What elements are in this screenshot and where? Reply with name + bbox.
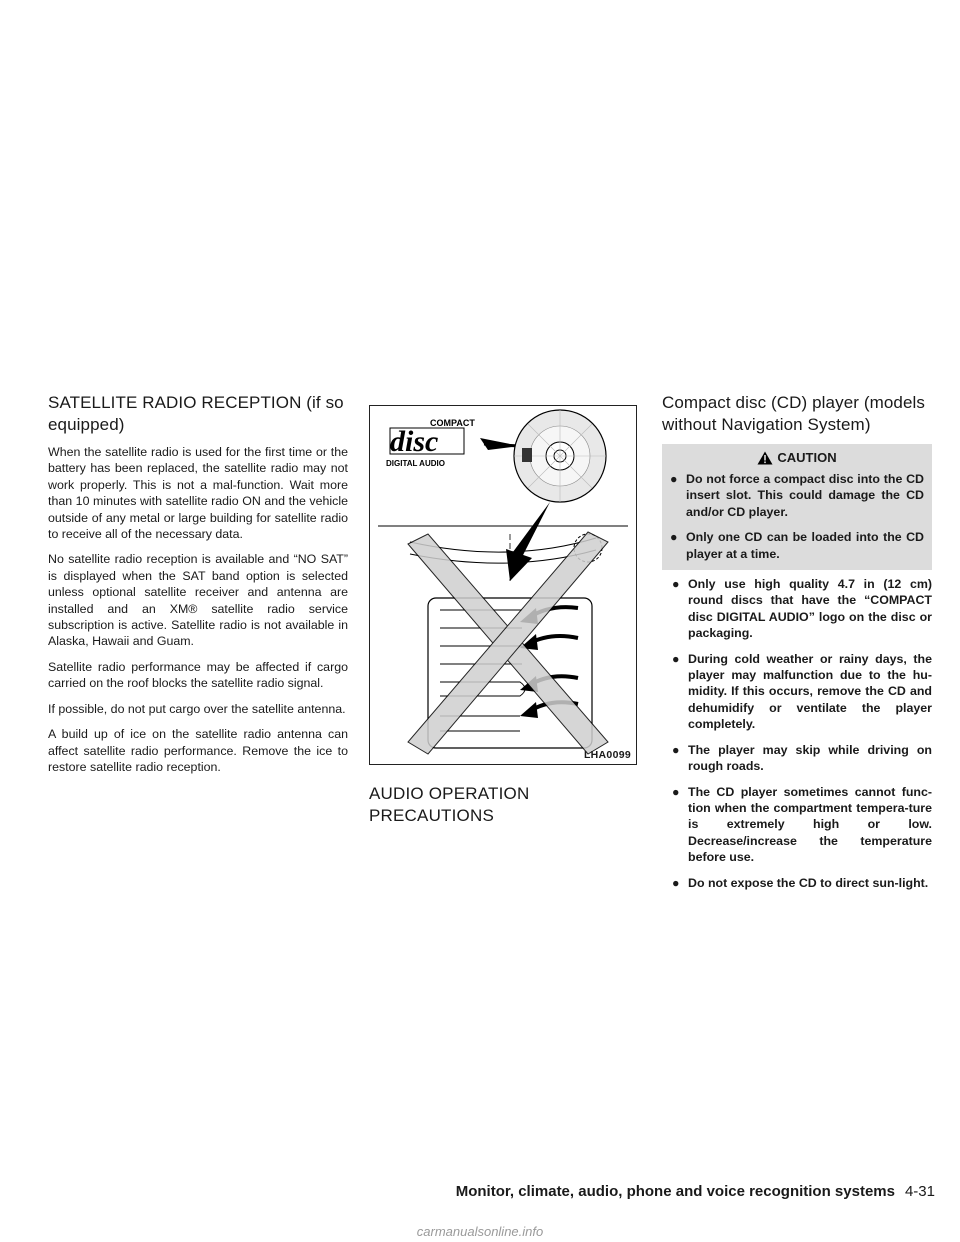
list-item: ● During cold weather or rainy days, the player may malfunction due to the hu-midity. If this occurs, remove the CD and dehumidify or ventilate the player completely. [672, 651, 932, 732]
bullet-icon: ● [672, 742, 680, 757]
logo-digital-audio-text: DIGITAL AUDIO [386, 459, 445, 468]
bullet-icon: ● [672, 577, 680, 592]
satellite-paragraph-4: If possible, do not put cargo over the satellite antenna. [48, 701, 346, 716]
list-item: ● The CD player sometimes cannot func-tion when the compartment tempera-ture is extremely high or low. Decrease/increase the temperature before use. [672, 784, 932, 865]
caution-box [662, 444, 932, 570]
audio-precautions-heading: AUDIO OPERATION PRECAUTIONS [369, 784, 530, 825]
bullet-icon: ● [670, 530, 678, 545]
audio-precautions-column [369, 405, 637, 827]
page-number: 4-31 [904, 1183, 935, 1200]
satellite-paragraph-3: Satellite radio performance may be affected if cargo carried on the roof blocks the satellite radio signal. [48, 659, 348, 691]
list-item: ● The player may skip while driving on rough roads. [672, 742, 932, 774]
compact-disc-logo [386, 418, 475, 468]
list-item: ● Do not expose the CD to direct sun-light. [672, 875, 929, 890]
cd-player-heading: Compact disc (CD) player (models without Navigation System) [662, 393, 925, 434]
warning-triangle-icon [757, 451, 773, 465]
satellite-radio-column [48, 392, 348, 784]
bullet-icon: ● [670, 472, 678, 486]
caution-label: CAUTION [777, 450, 837, 465]
figure-code: LHA0099 [583, 749, 631, 761]
cd-illustration [370, 406, 638, 766]
prohibition-x-mark [408, 532, 608, 754]
caution-header [670, 450, 924, 465]
list-item: ● Only use high quality 4.7 in (12 cm) round discs that have the “COMPACT disc DIGITAL AUDIO” logo on the disc or packaging. [672, 577, 932, 641]
cd-insertion-figure [369, 405, 637, 765]
page-footer [0, 1183, 935, 1200]
caution-item: ● Only one CD can be loaded into the CD player at a time. [670, 530, 924, 561]
cd-disc-drawing [514, 410, 606, 502]
caution-item: ● Do not force a compact disc into the CD insert slot. This could damage the CD and/or CD player. [670, 472, 924, 519]
satellite-paragraph-1: When the satellite radio is used for the first time or the battery has been replaced, the satellite radio may not work properly. This is not a mal-function. Wait more than 10 minutes with satellite radio ON and the vehicle outside of any metal or large building for satellite radio to receive all of the necessary data. [48, 445, 348, 542]
cd-player-column [662, 392, 932, 900]
bullet-icon: ● [672, 875, 680, 890]
satellite-radio-heading: SATELLITE RADIO RECEPTION (if so equipped) [48, 393, 344, 434]
cd-precautions-list [662, 576, 932, 891]
satellite-paragraph-2: No satellite radio reception is available and “NO SAT” is displayed when the SAT band option is selected unless optional satellite receiver and antenna are installed and an XM® satellite radio service subscription is active. Satellite radio is not available in Alaska, Hawaii and Guam. [48, 552, 348, 649]
footer-chapter-title: Monitor, climate, audio, phone and voice recognition systems [455, 1183, 895, 1200]
satellite-paragraph-5: A build up of ice on the satellite radio antenna can affect satellite radio performance. Remove the ice to restore satellite radio reception. [48, 727, 348, 774]
bullet-icon: ● [672, 651, 680, 666]
logo-disc-text: disc [390, 425, 439, 458]
logo-compact-text: COMPACT [430, 418, 475, 428]
caution-list [670, 471, 924, 562]
watermark: carmanualsonline.info [0, 1222, 960, 1242]
bullet-icon: ● [672, 784, 680, 799]
